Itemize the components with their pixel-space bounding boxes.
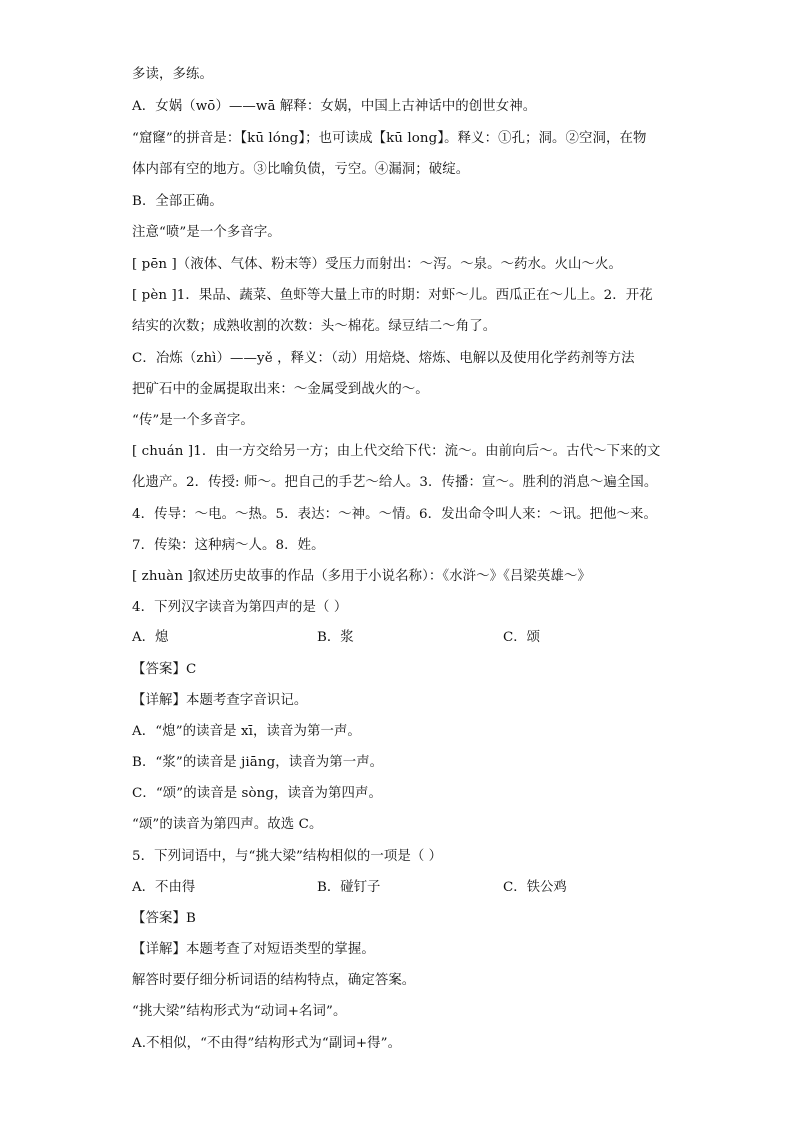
q4-explanation: 【详解】本题考查字音识记。: [132, 693, 308, 708]
question-5: 5．下列词语中，与“挑大梁”结构相似的一项是（ ）: [132, 849, 443, 864]
q5-explanation: 【详解】本题考查了对短语类型的掌握。: [132, 942, 375, 957]
text-line: 化遗产。2．传授: 师～。把自己的手艺～给人。3．传播：宣～。胜利的消息～遍全国。: [132, 475, 658, 490]
q5-choice-a: A．不由得: [132, 880, 196, 895]
text-line: 把矿石中的金属提取出来：～金属受到战火的～。: [132, 382, 429, 397]
q4-choice-b: B．浆: [317, 630, 354, 645]
text-line: [ chuán ]1．由一方交给另一方；由上代交给下代：流～。由前向后～。古代～下来的文: [132, 444, 661, 459]
text-line: “传”是一个多音字。: [132, 413, 254, 428]
q5-answer: 【答案】B: [132, 911, 196, 926]
text-line: 解答时要仔细分析词语的结构特点，确定答案。: [132, 973, 416, 988]
text-line: [ zhuàn ]叙述历史故事的作品（多用于小说名称）：《水浒～》《吕梁英雄～》: [132, 569, 591, 584]
text-line: [ pèn ]1．果品、蔬菜、鱼虾等大量上市的时期：对虾～儿。西瓜正在～儿上。2．开花: [132, 288, 653, 303]
text-line: B．“浆”的读音是 jiāng，读音为第一声。: [132, 755, 384, 770]
text-line: C．“颂”的读音是 sòng，读音为第四声。: [132, 786, 382, 801]
text-line: 4．传导：～电。～热。5．表达：～神。～情。6．发出命令叫人来：～讯。把他～来。: [132, 507, 658, 522]
text-line: 注意“喷”是一个多音字。: [132, 225, 281, 240]
q4-choice-c: C．颂: [503, 630, 541, 645]
text-line: A．“熄”的读音是 xī，读音为第一声。: [132, 724, 361, 739]
q4-answer: 【答案】C: [132, 662, 197, 677]
text-line: A.不相似，“不由得”结构形式为“副词+得”。: [132, 1036, 402, 1051]
text-line: 体内部有空的地方。③比喻负债，亏空。④漏洞；破绽。: [132, 162, 470, 177]
text-line: “颂”的读音为第四声。故选 C。: [132, 817, 323, 832]
text-line: 7．传染：这种病～人。8．姓。: [132, 538, 325, 553]
text-line: “挑大梁”结构形式为“动词+名词”。: [132, 1004, 347, 1019]
text-line: B．全部正确。: [132, 194, 223, 209]
text-line: [ pēn ]（液体、气体、粉末等）受压力而射出：～泻。～泉。～药水。火山～火。: [132, 257, 622, 272]
text-line: A．女娲（wō）——wā 解释：女娲，中国上古神话中的创世女神。: [132, 99, 537, 114]
text-line: 多读，多练。: [132, 67, 213, 82]
question-4: 4．下列汉字读音为第四声的是（ ）: [132, 600, 348, 615]
q4-choice-a: A．熄: [132, 630, 169, 645]
text-line: “窟窿”的拼音是：【kū lóng】；也可读成【kū long】。释义：①孔；洞。②空洞，在物: [132, 131, 647, 146]
q5-choice-b: B．碰钉子: [317, 880, 381, 895]
text-line: C．冶炼（zhì）——yě ，释义：（动）用焙烧、熔炼、电解以及使用化学药剂等方法: [132, 351, 635, 366]
q5-choice-c: C．铁公鸡: [503, 880, 567, 895]
text-line: 结实的次数；成熟收割的次数：头～棉花。绿豆结二～角了。: [132, 319, 497, 334]
